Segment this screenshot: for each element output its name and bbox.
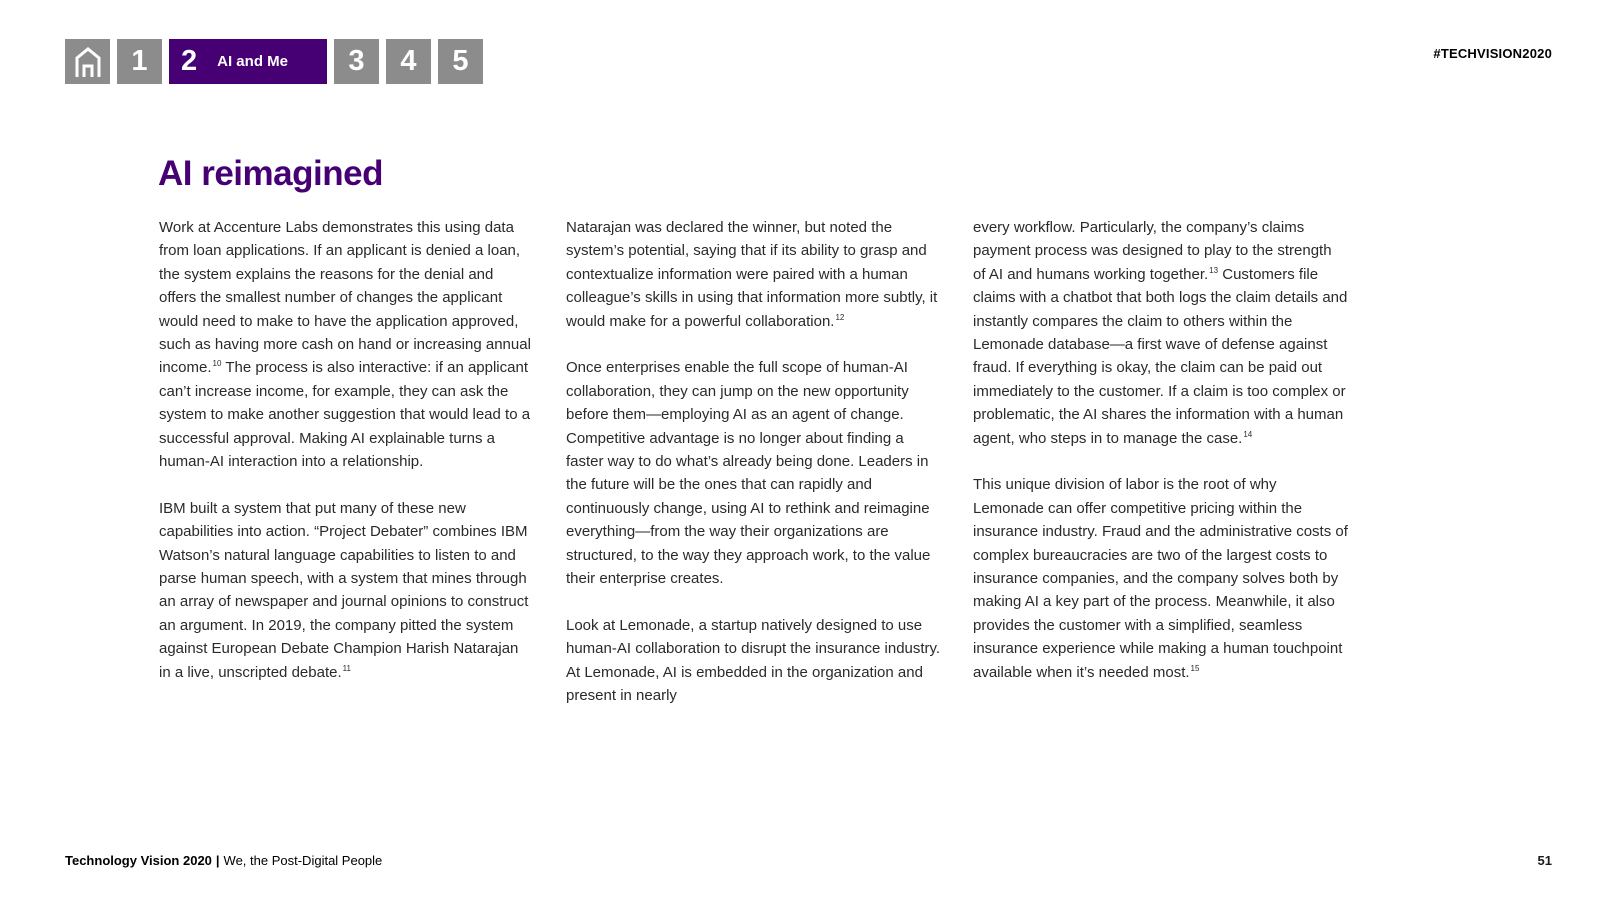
footer-separator: |: [215, 853, 220, 868]
paragraph: every workflow. Particularly, the company’s claims payment process was designed to play to the strength of AI and humans working together.$^{13}$ Customers file claims with a chatbot that both logs the claim details and instantly compares the claim to others within the Lemonade database—a first wave of defense against fraud. If everything is okay, the claim can be paid out immediately to the customer. If a claim is too complex or problematic, the AI shares the information with a human agent, who steps in to manage the case.$^{14}$: [973, 219, 1348, 447]
footer-brand: Technology Vision 2020: [65, 853, 212, 868]
footer-subtitle: We, the Post-Digital People: [223, 853, 383, 868]
paragraph: Look at Lemonade, a startup natively designed to use human-AI collaboration to disrupt the insurance industry. At Lemonade, AI is embedded in the organization and present in nearly: [566, 616, 941, 705]
footnote-ref[interactable]: 14: [1243, 429, 1253, 439]
tab-section-2[interactable]: [169, 39, 327, 84]
paragraph: This unique division of labor is the root of why Lemonade can offer competitive pricing within the insurance industry. Fraud and the administrative costs of complex bureaucracies are two of the largest costs to insurance companies, and the company solves both by making AI a key part of the process. Meanwhile, it also provides the customer with a simplified, seamless insurance experience while making a human touchpoint available when it’s needed most.$^{15}$: [973, 476, 1348, 681]
footnote-ref[interactable]: 12: [835, 312, 845, 322]
text-column-1: [159, 216, 534, 708]
paragraph: Once enterprises enable the full scope of human-AI collaboration, they can jump on the new opportunity before them—employing AI as an agent of change. Competitive advantage is no longer about finding a faster way to do what’s already being done. Leaders in the future will be the ones that can rapidly and continuously change, using AI to rethink and reimagine everything—from the way their organizations are structured, to the way they approach work, to the value their enterprise creates.: [566, 359, 931, 588]
section-nav: [65, 39, 490, 84]
hashtag: #TECHVISION2020: [1433, 46, 1552, 61]
paragraph: IBM built a system that put many of these new capabilities into action. “Project Debater” combines IBM Watson’s natural language capabilities to listen to and parse human speech, with a system that mines through an array of newspaper and journal opinions to construct an argument. In 2019, the company pitted the system against European Debate Champion Harish Natarajan in a live, unscripted debate.$^{11}$: [159, 499, 529, 681]
footnote-ref[interactable]: 10: [212, 359, 222, 369]
home-tab[interactable]: [65, 39, 110, 84]
tab-section-5[interactable]: 5: [438, 39, 483, 84]
tab-section-2-label: AI and Me: [217, 53, 288, 70]
footer: [65, 853, 382, 868]
tab-section-1[interactable]: 1: [117, 39, 162, 84]
home-icon: [73, 46, 103, 78]
footnote-ref[interactable]: 13: [1209, 265, 1219, 275]
paragraph: Natarajan was declared the winner, but noted the system’s potential, saying that if its ability to grasp and contextualize information were paired with a human colleague’s skills in using that information more subtly, it would make for a powerful collaboration.$^{12}$: [566, 219, 938, 330]
text-column-2: [566, 216, 941, 731]
page-title: AI reimagined: [158, 154, 383, 193]
paragraph: Work at Accenture Labs demonstrates this using data from loan applications. If an applicant is denied a loan, the system explains the reasons for the denial and offers the smallest number of changes the applicant would need to make to have the application approved, such as having more cash on hand or increasing annual income.$^{10}$ The process is also interactive: if an applicant can’t increase income, for example, they can ask the system to make another suggestion that would lead to a successful approval. Making AI explainable turns a human-AI interaction into a relationship.: [159, 219, 531, 471]
text-column-3: [973, 216, 1348, 708]
tab-section-4[interactable]: 4: [386, 39, 431, 84]
tab-section-2-number: 2: [181, 45, 198, 77]
tab-section-3[interactable]: 3: [334, 39, 379, 84]
footnote-ref[interactable]: 11: [342, 663, 351, 673]
footnote-ref[interactable]: 15: [1190, 663, 1200, 673]
page-number: 51: [1537, 853, 1552, 868]
